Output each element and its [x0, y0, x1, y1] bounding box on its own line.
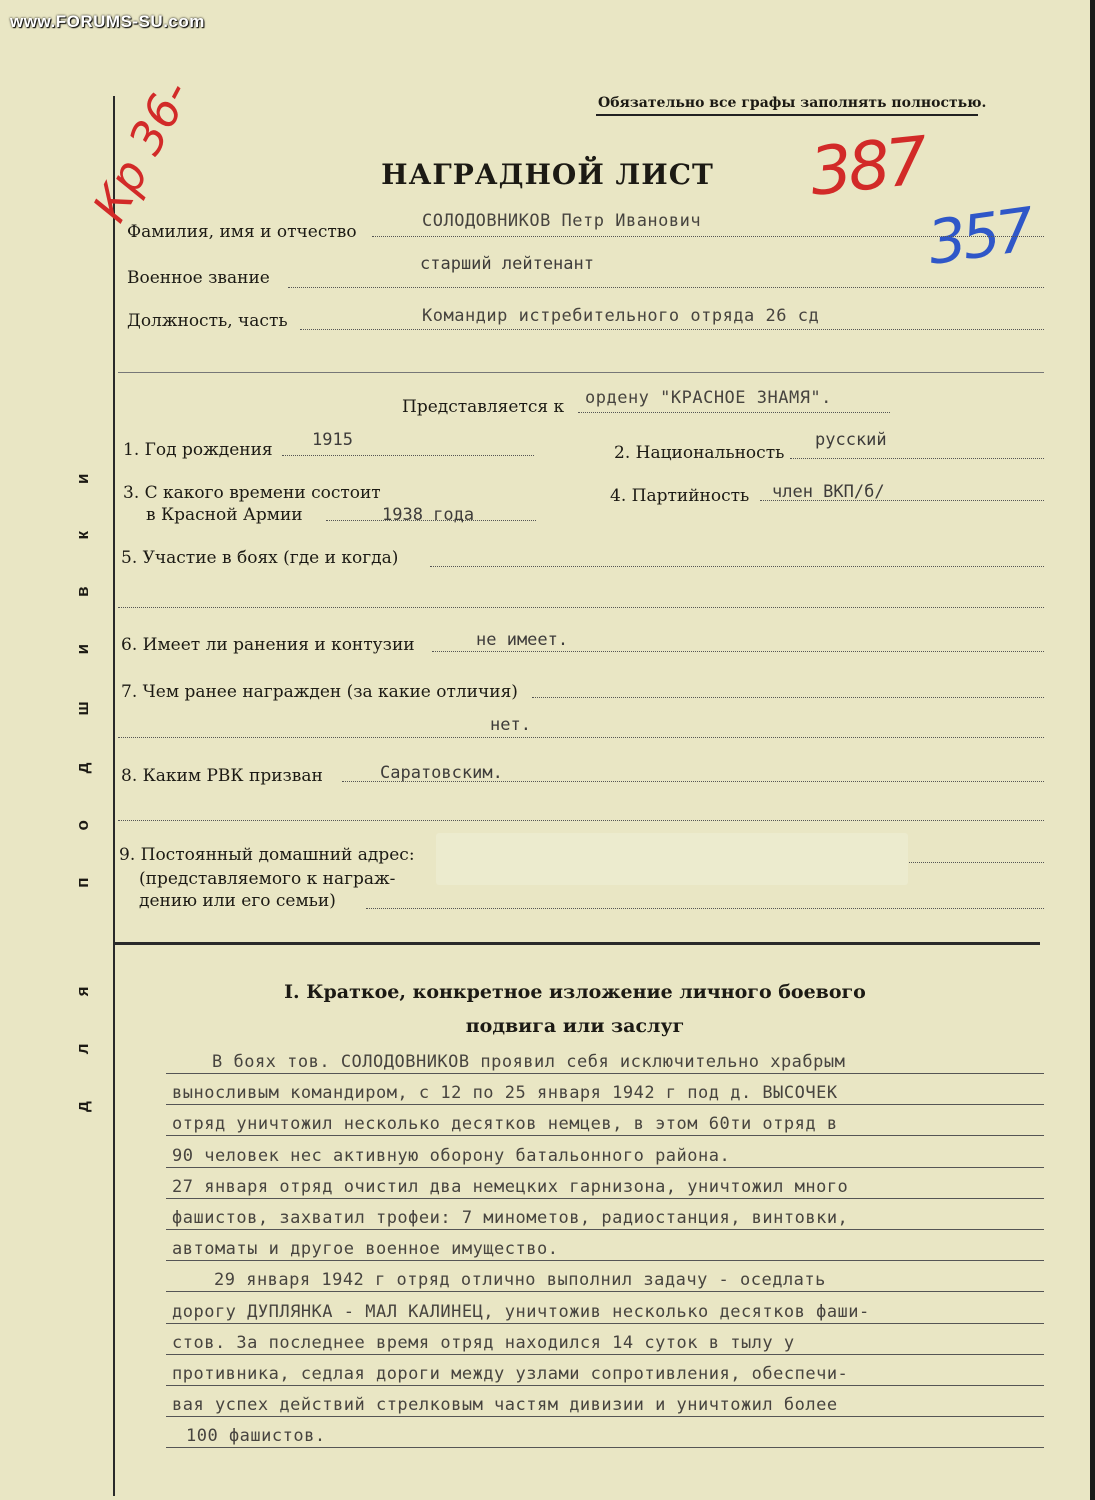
nationality-value: русский [815, 430, 887, 450]
nationality-line [790, 458, 1044, 459]
birth-year-label: 1. Год рождения [123, 440, 273, 460]
document-title: НАГРАДНОЙ ЛИСТ [381, 158, 714, 191]
nationality-label: 2. Национальность [614, 443, 785, 463]
wounds-value: не имеет. [476, 630, 569, 650]
rank-line [288, 287, 1044, 288]
narrative-rule [166, 1416, 1044, 1417]
narrative-line: автоматы и другое военное имущество. [172, 1239, 559, 1260]
name-label: Фамилия, имя и отчество [127, 222, 357, 242]
narrative-rule [166, 1260, 1044, 1261]
name-value: СОЛОДОВНИКОВ Петр Иванович [422, 211, 702, 231]
narrative-line: вая успех действий стрелковым частям дивизии и уничтожил более [172, 1395, 838, 1416]
narrative-line: 100 фашистов. [186, 1426, 326, 1447]
battles-label: 5. Участие в боях (где и когда) [121, 548, 399, 568]
handwritten-blue-number: 357 [923, 195, 1035, 279]
since-army-value: 1938 года [382, 505, 475, 525]
narrative-line: 27 января отряд очистил два немецких гарнизона, уничтожил много [172, 1176, 849, 1197]
narrative-line: 90 человек нес активную оборону батальонного района. [172, 1145, 731, 1166]
since-army-label-2: в Красной Армии [146, 505, 303, 525]
section-title-1: I. Краткое, конкретное изложение личного боевого [284, 981, 866, 1003]
wounds-label: 6. Имеет ли ранения и контузии [121, 635, 415, 655]
position-label: Должность, часть [127, 311, 288, 331]
narrative-line: дорогу ДУПЛЯНКА - МАЛ КАЛИНЕЦ, уничтожив несколько десятков фаши- [172, 1301, 870, 1322]
narrative-rule [166, 1323, 1044, 1324]
position-line [300, 329, 1044, 330]
battles-line-1 [430, 566, 1044, 567]
narrative-rule [166, 1447, 1044, 1448]
address-label-2: (представляемого к награж- [139, 869, 396, 889]
narrative-line: фашистов, захватил трофеи: 7 минометов, радиостанция, винтовки, [172, 1208, 849, 1228]
wounds-line [432, 651, 1044, 652]
handwritten-red-number: 387 [806, 122, 928, 211]
rank-value: старший лейтенант [420, 254, 594, 274]
rvk-label: 8. Каким РВК призван [121, 766, 323, 786]
narrative-rule [166, 1167, 1044, 1168]
award-line [578, 412, 890, 413]
narrative-line: отряд уничтожил несколько десятков немцев, в этом 60ти отряд в [172, 1114, 838, 1135]
rvk-line-2 [118, 820, 1044, 821]
narrative-rule [166, 1354, 1044, 1355]
previous-awards-value: нет. [490, 715, 531, 735]
birth-year-value: 1915 [312, 430, 353, 450]
narrative-line: 29 января 1942 г отряд отлично выполнил задачу - оседлать [214, 1270, 826, 1291]
redacted-address [436, 833, 908, 885]
previous-awards-label: 7. Чем ранее награжден (за какие отличия) [121, 682, 518, 702]
since-army-label-1: 3. С какого времени состоит [123, 483, 381, 503]
name-line [372, 236, 1044, 237]
battles-line-2 [118, 607, 1044, 608]
award-value: ордену "КРАСНОЕ ЗНАМЯ". [585, 388, 832, 408]
birth-year-line [282, 455, 534, 456]
narrative-line: противника, седлая дороги между узлами сопротивления, обеспечи- [172, 1364, 849, 1384]
party-label: 4. Партийность [610, 486, 750, 506]
narrative-rule [166, 1291, 1044, 1292]
narrative-rule [166, 1135, 1044, 1136]
narrative-line: В боях тов. СОЛОДОВНИКОВ проявил себя исключительно храбрым [212, 1052, 846, 1072]
header-note-underline [596, 114, 978, 116]
margin-rule [113, 96, 115, 1496]
address-line-2 [366, 908, 1044, 909]
party-value: член ВКП/б/ [772, 482, 885, 502]
narrative-rule [166, 1073, 1044, 1074]
previous-awards-line-1 [532, 697, 1044, 698]
rank-label: Военное звание [127, 268, 270, 288]
previous-awards-line-2 [118, 737, 1044, 738]
narrative-rule [166, 1104, 1044, 1105]
position-value: Командир истребительного отряда 26 сд [422, 306, 820, 326]
narrative-line: выносливым командиром, с 12 по 25 января 1942 г под д. ВЫСОЧЕК [172, 1083, 838, 1104]
narrative-rule [166, 1229, 1044, 1230]
address-label-1: 9. Постоянный домашний адрес: [119, 845, 415, 865]
award-label: Представляется к [402, 397, 565, 417]
watermark: www.FORUMS-SU.com [10, 12, 205, 31]
narrative-rule [166, 1385, 1044, 1386]
address-label-3: дению или его семьи) [139, 891, 336, 911]
page-edge [1090, 0, 1095, 1500]
narrative-line: стов. За последнее время отряд находился 14 суток в тылу у [172, 1332, 795, 1353]
section-title-2: подвига или заслуг [465, 1015, 685, 1037]
rvk-value: Саратовским. [380, 763, 503, 783]
header-note: Обязательно все графы заполнять полностью. [598, 95, 987, 111]
narrative-rule [166, 1198, 1044, 1199]
handwritten-red-left: Кр 36- [82, 71, 201, 231]
divider [118, 372, 1044, 373]
section-separator [114, 942, 1040, 945]
